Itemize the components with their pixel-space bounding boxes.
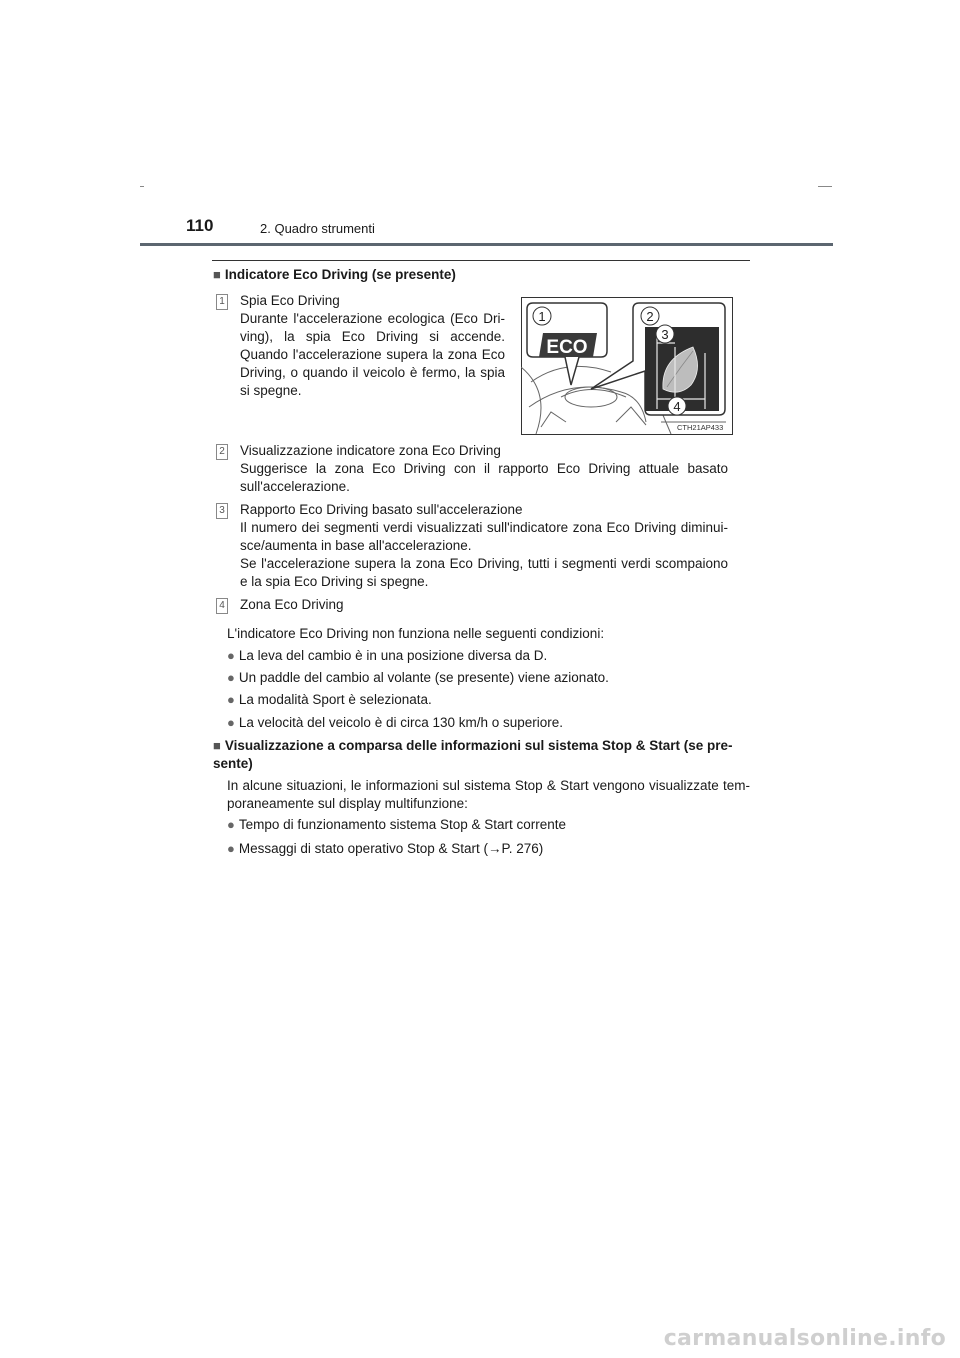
item-3-title: Rapporto Eco Driving basato sull'accelerazione <box>240 502 523 517</box>
crop-mark-left <box>140 186 144 187</box>
item-2-description: Suggerisce la zona Eco Driving con il rapporto Eco Driving attuale basato sull'accelerazione. <box>240 461 728 494</box>
section-divider <box>212 260 750 261</box>
bullet-icon: ● <box>227 692 235 707</box>
bullet-icon: ● <box>227 715 235 730</box>
item-number-3: 3 <box>216 503 228 519</box>
callout-2-label: 2 <box>646 309 654 324</box>
item-1-description: Durante l'accelerazione ecologica (Eco Dri-ving), la spia Eco Driving si accende. Quando l'accelerazione supera la zona Eco Driving, o quando il veicolo è fermo, la spia si spegne. <box>240 311 505 398</box>
bullet-icon: ● <box>227 841 235 856</box>
stop-start-item: ● Messaggi di stato operativo Stop & Start (→P. 276) <box>227 841 544 856</box>
figure-code: CTH21AP433 <box>677 423 724 432</box>
condition-item: ● Un paddle del cambio al volante (se presente) viene azionato. <box>227 670 609 685</box>
callout-1-label: 1 <box>538 309 546 324</box>
item-3-description-2: Se l'accelerazione supera la zona Eco Driving, tutti i segmenti verdi scompaiono e la spia Eco Driving si spegne. <box>240 556 728 589</box>
stop-start-intro: In alcune situazioni, le informazioni sul sistema Stop & Start vengono visualizzate tem-poraneamente sul display multifunzione: <box>227 778 750 811</box>
condition-item: ● La modalità Sport è selezionata. <box>227 692 432 707</box>
condition-item: ● La velocità del veicolo è di circa 130 km/h o superiore. <box>227 715 564 730</box>
page-number: 110 <box>186 216 214 235</box>
conditions-intro: L'indicatore Eco Driving non funziona nelle seguenti condizioni: <box>227 626 605 641</box>
item-1-title: Spia Eco Driving <box>240 293 340 308</box>
bullet-icon: ● <box>227 648 235 663</box>
eco-light-label: ECO <box>546 337 588 358</box>
stop-start-heading: ■ Visualizzazione a comparsa delle informazioni sul sistema Stop & Start (se pre-sente) <box>213 738 733 771</box>
callout-3-label: 3 <box>661 327 669 342</box>
callout-4-label: 4 <box>673 399 681 414</box>
square-bullet-icon: ■ <box>213 267 221 282</box>
item-4-title: Zona Eco Driving <box>240 597 344 612</box>
item-number-4: 4 <box>216 598 228 614</box>
item-2-title: Visualizzazione indicatore zona Eco Driving <box>240 443 501 458</box>
item-3-description-1: Il numero dei segmenti verdi visualizzati sull'indicatore zona Eco Driving diminui-sce/aumenta in base all'accelerazione. <box>240 520 728 553</box>
item-number-1: 1 <box>216 294 228 310</box>
stop-start-item: ● Tempo di funzionamento sistema Stop & Start corrente <box>227 817 567 832</box>
eco-indicator-heading: ■ Indicatore Eco Driving (se presente) <box>213 267 456 282</box>
condition-item: ● La leva del cambio è in una posizione diversa da D. <box>227 648 548 663</box>
crop-mark-right <box>818 186 832 187</box>
square-bullet-icon: ■ <box>213 738 221 753</box>
bullet-icon: ● <box>227 817 235 832</box>
section-title: 2. Quadro strumenti <box>260 221 375 236</box>
footer-watermark: carmanualsonline.info <box>663 1326 946 1351</box>
bullet-icon: ● <box>227 670 235 685</box>
item-number-2: 2 <box>216 444 228 460</box>
header-rule <box>140 243 833 246</box>
eco-driving-figure <box>521 297 733 435</box>
